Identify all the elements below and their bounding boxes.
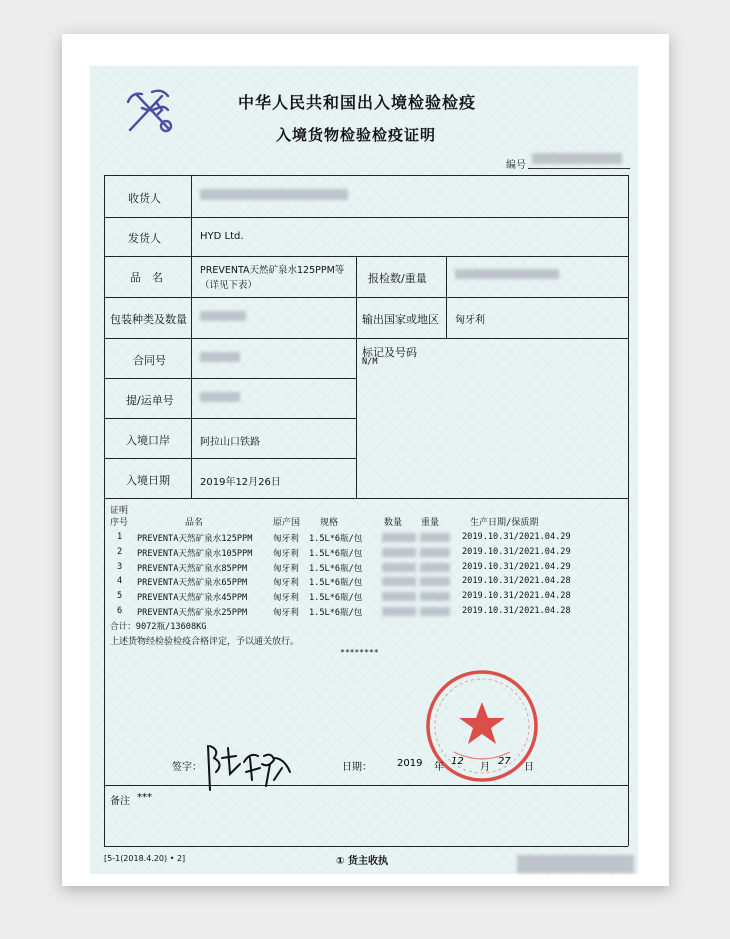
document-title-line2: 入境货物检验检疫证明 [276,126,437,144]
right-label-divider [446,256,447,338]
header-qty: 数量 [384,518,403,528]
cell-spec: 1.5L*6瓶/包 [309,608,363,618]
cell-no: 1 [117,532,123,542]
row-line-7 [104,458,356,459]
row-line-2 [104,256,628,257]
cell-qty-redacted [382,607,416,616]
date-month: 12 [451,756,464,767]
cell-dates: 2019.10.31/2021.04.29 [462,532,571,542]
cell-name: PREVENTA天然矿泉水45PPM [137,593,248,604]
serial-number-redacted [532,153,622,164]
consignee-label: 收货人 [128,192,161,205]
header-weight: 重量 [421,518,440,528]
bill-value-redacted [200,392,240,402]
entry-date-label: 入境日期 [126,474,170,487]
row-line-1 [104,217,628,218]
cell-dates: 2019.10.31/2021.04.29 [462,546,571,557]
cell-spec: 1.5L*6瓶/包 [309,548,363,559]
bill-of-lading-label: 提/运单号 [126,394,174,407]
document-title-line1: 中华人民共和国出入境检验检疫 [238,93,477,112]
row-line-4 [104,338,628,339]
cell-qty-redacted [382,563,416,572]
cell-origin: 匈牙利 [273,578,299,589]
cell-origin: 匈牙利 [273,563,299,574]
cell-qty-redacted [382,577,416,586]
handwritten-signature [200,738,300,798]
inspection-quarantine-logo-icon [122,86,180,136]
footer-barcode-redacted [517,855,634,873]
header-spec: 规格 [320,518,339,528]
packing-label: 包装种类及数量 [110,313,187,326]
cell-qty-redacted [382,592,416,601]
cell-spec: 1.5L*6瓶/包 [309,563,363,574]
date-day: 27 [498,756,511,767]
label-column-divider [191,175,192,498]
header-dates: 生产日期/保质期 [470,518,539,528]
cell-dates: 2019.10.31/2021.04.28 [462,606,571,616]
cell-weight-redacted [420,563,450,572]
product-label: 品 名 [130,271,163,284]
cell-no: 2 [117,546,123,557]
cell-origin: 匈牙利 [273,593,299,604]
cell-name: PREVENTA天然矿泉水105PPM [137,548,253,559]
remarks-label: 备注 [110,796,130,807]
cell-origin: 匈牙利 [273,548,299,559]
date-year: 2019 [397,758,423,769]
signature-label: 签字： [172,762,202,773]
cell-name: PREVENTA天然矿泉水65PPM [137,578,248,589]
cell-dates: 2019.10.31/2021.04.28 [462,591,571,602]
certificate-total: 合计：9072瓶/13608KG [110,622,207,632]
cell-qty-redacted [382,533,416,542]
cell-name: PREVENTA天然矿泉水85PPM [137,563,248,574]
row-line-5 [104,378,356,379]
cell-qty-redacted [382,548,416,557]
entry-date-value: 2019年12月26日 [200,477,281,488]
contract-label: 合同号 [133,354,166,367]
consignor-label: 发货人 [128,232,161,245]
cell-weight-redacted [420,533,450,542]
quantity-weight-label: 报检数/重量 [368,272,427,285]
certificate-background [90,66,638,874]
header-no: 序号 [110,518,129,528]
cell-origin: 匈牙利 [273,608,299,618]
row-line-8 [104,498,628,499]
product-value-line2: （详见下表） [200,280,258,291]
cell-weight-redacted [420,577,450,586]
certificate-statement: 上述货物经检验检疫合格评定，予以通关放行。 [110,637,300,647]
cell-spec: 1.5L*6瓶/包 [309,534,363,544]
cell-spec: 1.5L*6瓶/包 [309,578,363,589]
form-code: [5-1(2018.4.20) • 2] [104,854,186,863]
cell-name: PREVENTA天然矿泉水125PPM [137,534,253,544]
header-origin: 原产国 [273,518,301,528]
table-border-right [628,175,629,846]
cell-weight-redacted [420,607,450,616]
contract-value-redacted [200,352,240,362]
packing-value-redacted [200,311,246,321]
remarks-value: *** [137,792,152,803]
certificate-stars: ******** [340,648,379,657]
cell-origin: 匈牙利 [273,534,299,544]
marks-label: 标记及号码 [362,346,417,359]
origin-country-label: 输出国家或地区 [362,313,439,326]
date-label: 日期： [342,762,372,773]
product-value-line1: PREVENTA天然矿泉水125PPM等 [200,265,345,276]
cell-dates: 2019.10.31/2021.04.28 [462,576,571,587]
consignor-value: HYD Ltd. [200,231,244,242]
origin-country-value: 匈牙利 [455,315,485,326]
table-border-bottom [104,846,628,847]
row-line-9 [104,785,628,786]
table-border-left [104,175,105,846]
cell-name: PREVENTA天然矿泉水25PPM [137,608,248,618]
copy-note: ① 货主收执 [336,856,388,867]
serial-number-label: 编号 [506,160,526,171]
date-day-unit: 日 [524,762,534,773]
row-line-3 [104,297,628,298]
cell-weight-redacted [420,548,450,557]
cell-no: 3 [117,561,123,572]
cell-no: 5 [117,591,123,602]
cell-no: 6 [117,606,123,616]
entry-port-value: 阿拉山口铁路 [200,437,260,448]
cell-dates: 2019.10.31/2021.04.29 [462,561,571,572]
marks-value: N/M [362,357,378,367]
date-year-unit: 年 [434,762,444,773]
cell-weight-redacted [420,592,450,601]
date-month-unit: 月 [480,762,490,773]
quantity-weight-redacted [455,269,559,279]
consignee-value-redacted [200,189,348,200]
header-name: 品名 [185,518,204,528]
entry-port-label: 入境口岸 [126,434,170,447]
serial-underline [528,168,630,169]
row-line-6 [104,418,356,419]
certificate-label: 证明 [110,506,129,516]
cell-spec: 1.5L*6瓶/包 [309,593,363,604]
cell-no: 4 [117,576,123,587]
table-border-top [104,175,628,176]
middle-column-divider [356,256,357,498]
